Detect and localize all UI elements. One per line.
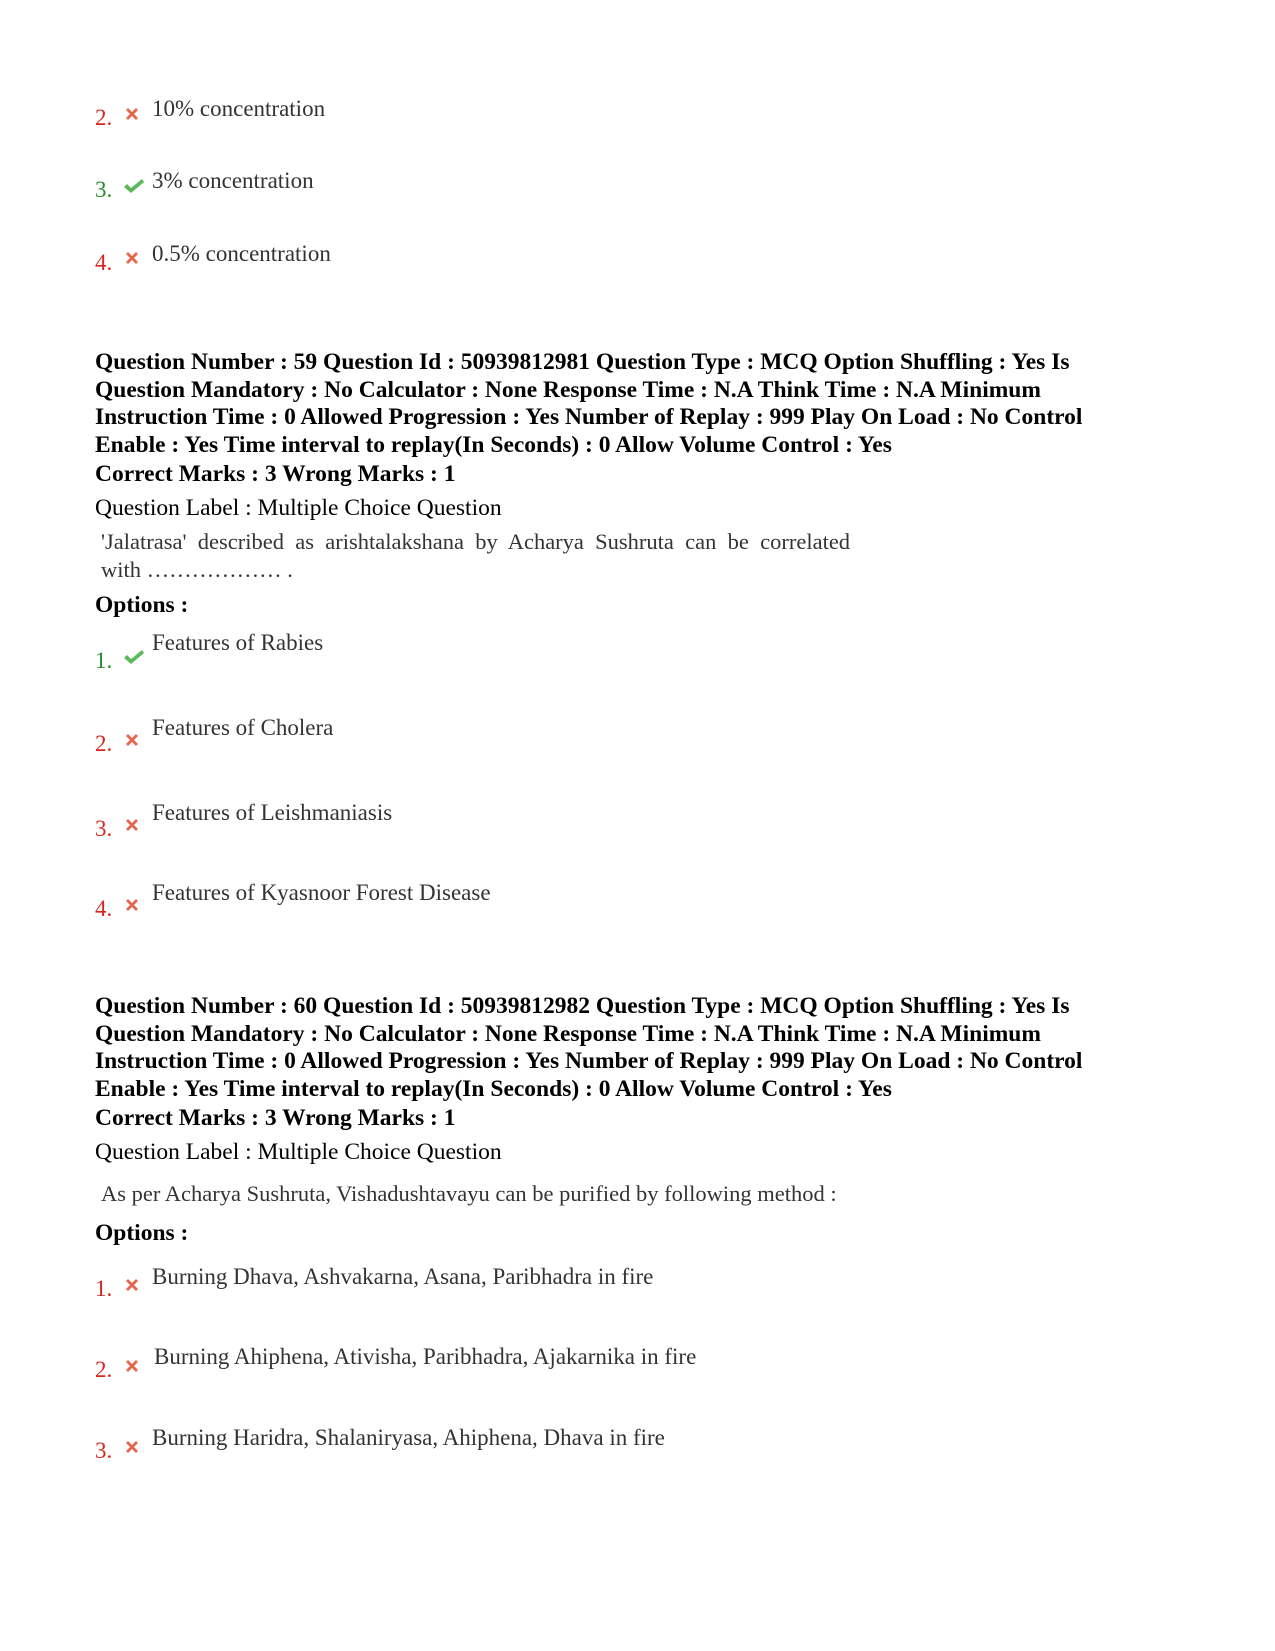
question-marks: Correct Marks : 3 Wrong Marks : 1: [95, 1105, 456, 1131]
option-number: 2.: [95, 1357, 113, 1382]
cross-icon: [122, 1437, 142, 1457]
meta-line: Question Mandatory : No Calculator : None Response Time : N.A Think Time : N.A Minimum: [95, 1020, 1041, 1047]
options-heading: Options :: [95, 1220, 189, 1246]
question-marks: Correct Marks : 3 Wrong Marks : 1: [95, 461, 456, 487]
option-number: 2.: [95, 105, 113, 130]
cross-icon: [122, 730, 142, 750]
option-text: Features of Leishmaniasis: [152, 800, 393, 825]
option-text: Features of Kyasnoor Forest Disease: [152, 880, 491, 905]
check-icon: [122, 647, 146, 667]
option-number: 3.: [95, 177, 113, 202]
option-number: 1.: [95, 648, 113, 673]
cross-icon: [122, 895, 142, 915]
option-text: Burning Haridra, Shalaniryasa, Ahiphena, Dhava in fire: [152, 1425, 665, 1450]
option-row: [95, 880, 995, 920]
meta-line: Enable : Yes Time interval to replay(In Seconds) : 0 Allow Volume Control : Yes: [95, 1075, 892, 1102]
cross-icon: [122, 1275, 142, 1295]
meta-line: Question Mandatory : No Calculator : None Response Time : N.A Think Time : N.A Minimum: [95, 376, 1041, 403]
option-number: 4.: [95, 896, 113, 921]
option-text: Burning Dhava, Ashvakarna, Asana, Paribhadra in fire: [152, 1264, 654, 1289]
check-icon: [122, 176, 146, 196]
question-text-line: 'Jalatrasa' described as arishtalakshana by Acharya Sushruta can be correlated: [101, 529, 851, 554]
option-row: [95, 1264, 995, 1304]
cross-icon: [122, 104, 142, 124]
option-row: [95, 96, 995, 136]
option-number: 4.: [95, 250, 113, 275]
question-text: As per Acharya Sushruta, Vishadushtavayu can be purified by following method :: [101, 1181, 837, 1206]
option-row: [95, 241, 995, 281]
option-text: Burning Ahiphena, Ativisha, Paribhadra, Ajakarnika in fire: [154, 1344, 697, 1369]
option-number: 3.: [95, 1438, 113, 1463]
option-text: 3% concentration: [152, 168, 314, 193]
option-number: 3.: [95, 816, 113, 841]
question-label: Question Label : Multiple Choice Question: [95, 495, 502, 521]
option-number: 2.: [95, 731, 113, 756]
option-row: [95, 800, 995, 840]
option-row: [95, 168, 995, 208]
meta-line: Question Number : 60 Question Id : 50939812982 Question Type : MCQ Option Shuffling : Yes Is: [95, 993, 1070, 1019]
option-row: [95, 1425, 995, 1465]
option-text: Features of Cholera: [152, 715, 334, 740]
question-label: Question Label : Multiple Choice Question: [95, 1139, 502, 1165]
meta-line: Instruction Time : 0 Allowed Progression : Yes Number of Replay : 999 Play On Load : No Control: [95, 1048, 1083, 1074]
meta-line: Question Number : 59 Question Id : 50939812981 Question Type : MCQ Option Shuffling : Yes Is: [95, 349, 1070, 375]
meta-line: Enable : Yes Time interval to replay(In Seconds) : 0 Allow Volume Control : Yes: [95, 431, 892, 458]
options-heading: Options :: [95, 592, 189, 618]
question-meta: [95, 349, 1215, 459]
option-row: [95, 715, 995, 755]
meta-line: Instruction Time : 0 Allowed Progression : Yes Number of Replay : 999 Play On Load : No Control: [95, 404, 1083, 430]
question-text-line: with ……………… .: [101, 557, 293, 582]
cross-icon: [122, 248, 142, 268]
option-text: 10% concentration: [152, 96, 326, 121]
option-row: [95, 1344, 995, 1384]
cross-icon: [122, 1356, 142, 1376]
option-row: [95, 630, 995, 673]
option-text: 0.5% concentration: [152, 241, 331, 266]
question-meta: [95, 993, 1215, 1103]
cross-icon: [122, 815, 142, 835]
question-text: [101, 528, 850, 584]
option-text: Features of Rabies: [152, 630, 324, 655]
option-number: 1.: [95, 1276, 113, 1301]
